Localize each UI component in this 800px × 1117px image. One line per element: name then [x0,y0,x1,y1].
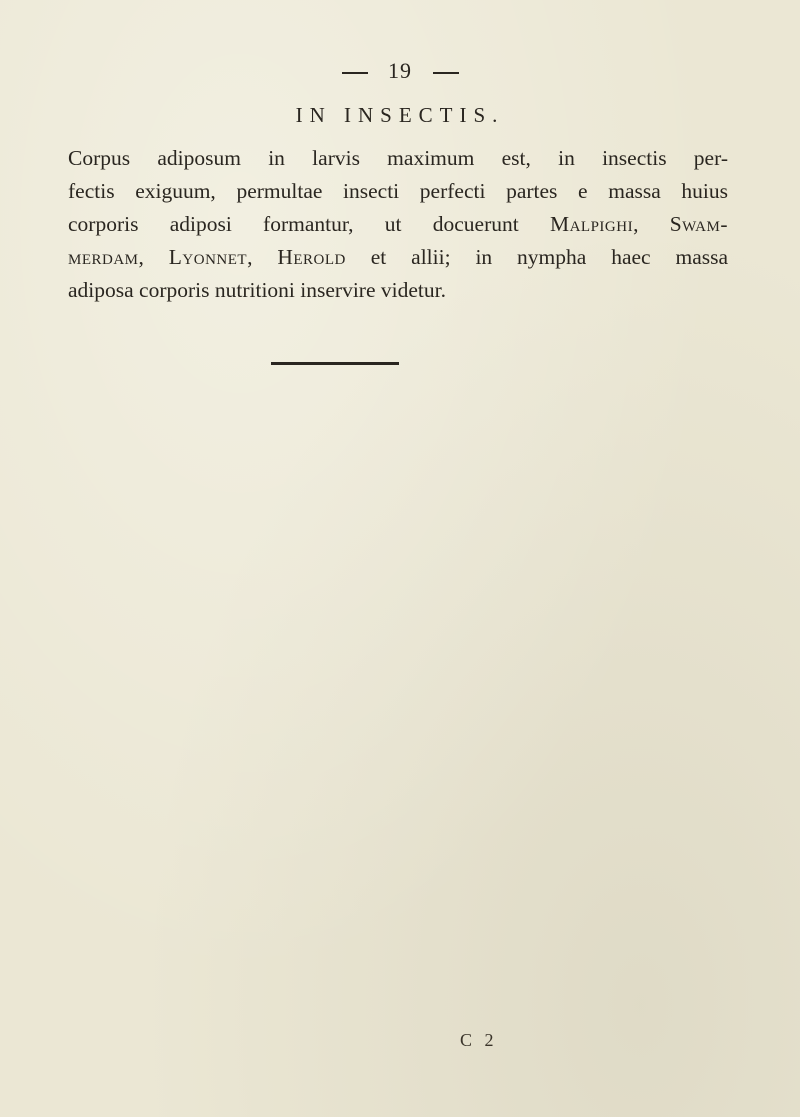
line-3-text: corporis adiposi formantur, ut docuerunt [68,212,550,236]
author-swammerdam-part2: merdam [68,245,139,269]
page-header [0,58,800,84]
line-4-separator-2: , [247,245,278,269]
line-4-text: et allii; in nympha haec massa [345,245,729,269]
paragraph-line-5: adiposa corporis nutritioni inservire videtur. [68,278,446,302]
author-lyonnet: Lyonnet [168,245,248,269]
line-3-separator: , [633,212,670,236]
paragraph-line-2: fectis exiguum, permultae insecti perfecti partes e massa huius [68,179,728,203]
author-herold: Herold [277,245,346,269]
author-malpighi: Malpighi [549,212,634,236]
page-number: 19 [388,58,412,83]
author-swammerdam-part1: Swam- [669,212,729,236]
signature-mark: C 2 [460,1030,498,1050]
paragraph-line-1: Corpus adiposum in larvis maximum est, in insectis per- [68,146,728,170]
header-dash-right [433,72,459,74]
paragraph-line-3 [68,208,728,241]
paragraph-line-4 [68,241,728,274]
section-divider-rule [271,362,399,365]
body-paragraph [68,142,728,307]
line-4-separator-1: , [138,245,169,269]
section-heading: IN INSECTIS. [295,103,505,127]
header-dash-left [342,72,368,74]
